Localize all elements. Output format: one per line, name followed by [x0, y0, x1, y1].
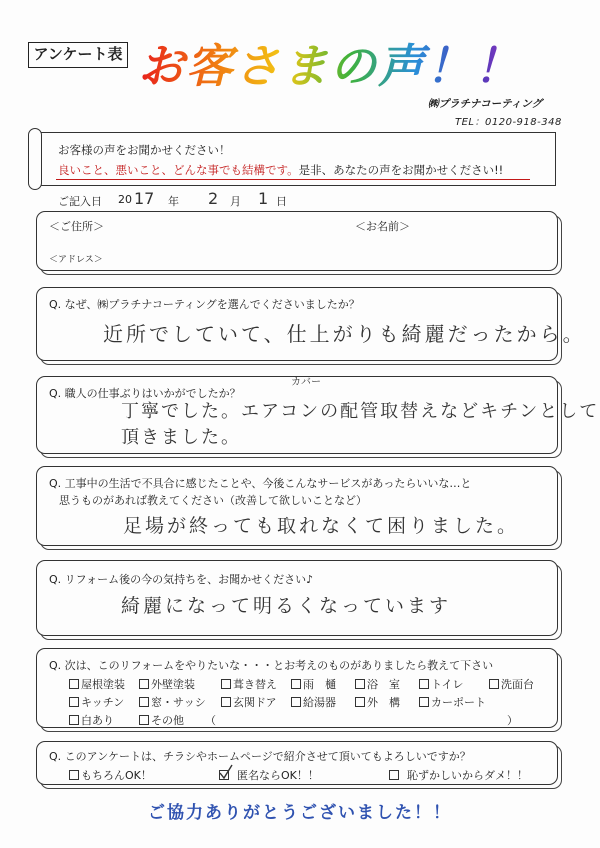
checkbox[interactable]: [139, 679, 149, 689]
company-name: ㈱プラチナコーティング: [428, 98, 543, 110]
q1-box: [36, 287, 586, 361]
day-value[interactable]: 1: [258, 189, 269, 208]
q6-question: Q. このアンケートは、チラシやホームページで紹介させて頂いてもよろしいですか？: [49, 750, 471, 763]
permission-decline[interactable]: 恥ずかしいからダメ！！: [389, 767, 528, 783]
phone-number: TEL：0120-918-348: [455, 117, 562, 128]
date-label: ご記入日: [58, 195, 102, 208]
checkbox[interactable]: [355, 697, 365, 707]
checkbox[interactable]: [69, 715, 79, 725]
checkbox[interactable]: [419, 697, 429, 707]
q2-annotation[interactable]: カバー: [291, 377, 321, 388]
q5-box: [36, 648, 558, 728]
option-window-sash[interactable]: 窓・サッシ: [139, 694, 206, 710]
option-washbasin[interactable]: 洗面台: [489, 676, 534, 692]
checkmark-icon: [219, 764, 233, 780]
q3-box: [36, 466, 558, 546]
q2-question: Q. 職人の仕事ぶりはいかがでしたか？: [49, 387, 241, 400]
intro-rest-text: 是非、あなたの声をお聞かせください!!: [298, 163, 504, 177]
checkbox[interactable]: [489, 679, 499, 689]
month-label: 月: [230, 195, 241, 208]
q3-answer[interactable]: 足場が終っても取れなくて困りました。: [123, 515, 520, 537]
intro-red-text: 良いこと、悪いこと、どんな事でも結構です。: [58, 163, 299, 177]
q1-question: Q. なぜ、㈱プラチナコーティングを選んでくださいましたか？: [49, 298, 360, 311]
option-entrance-door[interactable]: 玄関ドア: [221, 694, 277, 710]
other-paren-close: ）: [507, 714, 518, 727]
option-exterior[interactable]: 外 構: [355, 694, 400, 710]
checkbox[interactable]: [355, 679, 365, 689]
option-other[interactable]: その他: [139, 712, 184, 728]
checkbox[interactable]: [69, 679, 79, 689]
q6-box: [36, 741, 558, 785]
scroll-curl-decoration: [28, 128, 42, 190]
q2-answer-line-1[interactable]: 丁寧でした。エアコンの配管取替えなどキチンとして: [121, 401, 600, 422]
main-title-text: お客さまの声！！: [138, 39, 522, 93]
date-row: [58, 189, 358, 208]
email-label: ＜アドレス＞: [49, 255, 103, 265]
year-prefix: 20: [118, 193, 132, 206]
option-water-heater[interactable]: 給湯器: [291, 694, 336, 710]
option-bathroom[interactable]: 浴 室: [355, 676, 400, 692]
checkbox[interactable]: [291, 679, 301, 689]
address-label: ＜ご住所＞: [49, 220, 104, 233]
option-termite[interactable]: 白あり: [69, 712, 114, 728]
checkbox[interactable]: [221, 679, 231, 689]
year-value[interactable]: 17: [134, 189, 155, 208]
checkbox[interactable]: [69, 770, 79, 780]
checkbox[interactable]: [69, 697, 79, 707]
q2-box: [36, 376, 600, 454]
checkbox[interactable]: [291, 697, 301, 707]
option-roof-paint[interactable]: 屋根塗装: [69, 676, 125, 692]
option-reroof[interactable]: 葺き替え: [221, 676, 277, 692]
q2-answer-line-2[interactable]: 頂きました。: [121, 427, 241, 448]
option-gutter[interactable]: 雨 樋: [291, 676, 336, 692]
option-kitchen[interactable]: キッチン: [69, 694, 124, 710]
checkbox-checked[interactable]: [219, 770, 229, 780]
checkbox[interactable]: [419, 679, 429, 689]
closing-message: ご協力ありがとうございました！！: [148, 803, 452, 823]
option-toilet[interactable]: トイレ: [419, 676, 463, 692]
q1-answer[interactable]: 近所でしていて、仕上がりも綺麗だったから。: [103, 322, 586, 346]
q4-question: Q. リフォーム後の今の気持ちを、お聞かせください♪: [49, 573, 314, 586]
option-carport[interactable]: カーポート: [419, 694, 486, 710]
intro-line-1: お客様の声をお聞かせください！: [58, 143, 231, 157]
checkbox[interactable]: [221, 697, 231, 707]
q3-question-line-1: Q. 工事中の生活で不具合に感じたことや、今後こんなサービスがあったらいいな…と: [49, 477, 472, 490]
q4-answer[interactable]: 綺麗になって明るくなっています: [121, 595, 452, 617]
q4-box: [36, 560, 558, 636]
option-wall-paint[interactable]: 外壁塗装: [139, 676, 195, 692]
year-label: 年: [168, 195, 179, 208]
q5-question: Q. 次は、このリフォームをやりたいな・・・とお考えのものがありましたら教えて下さい: [49, 659, 494, 672]
checkbox[interactable]: [139, 715, 149, 725]
name-label: ＜お名前＞: [355, 220, 410, 233]
main-title: [130, 36, 530, 96]
address-box: [36, 211, 558, 271]
checkbox[interactable]: [389, 770, 399, 780]
other-paren-open: （: [205, 714, 216, 727]
q3-question-line-2: 思うものがあれば教えてください（改善して欲しいことなど）: [59, 494, 367, 507]
intro-line-2: [58, 162, 503, 178]
red-underline: [56, 179, 530, 180]
month-value[interactable]: 2: [208, 189, 219, 208]
day-label: 日: [276, 195, 287, 208]
permission-anonymous[interactable]: 匿名ならOK！！: [219, 767, 319, 783]
survey-tag: アンケート表: [28, 42, 128, 68]
checkbox[interactable]: [139, 697, 149, 707]
permission-ok[interactable]: もちろんOK！: [69, 767, 152, 783]
